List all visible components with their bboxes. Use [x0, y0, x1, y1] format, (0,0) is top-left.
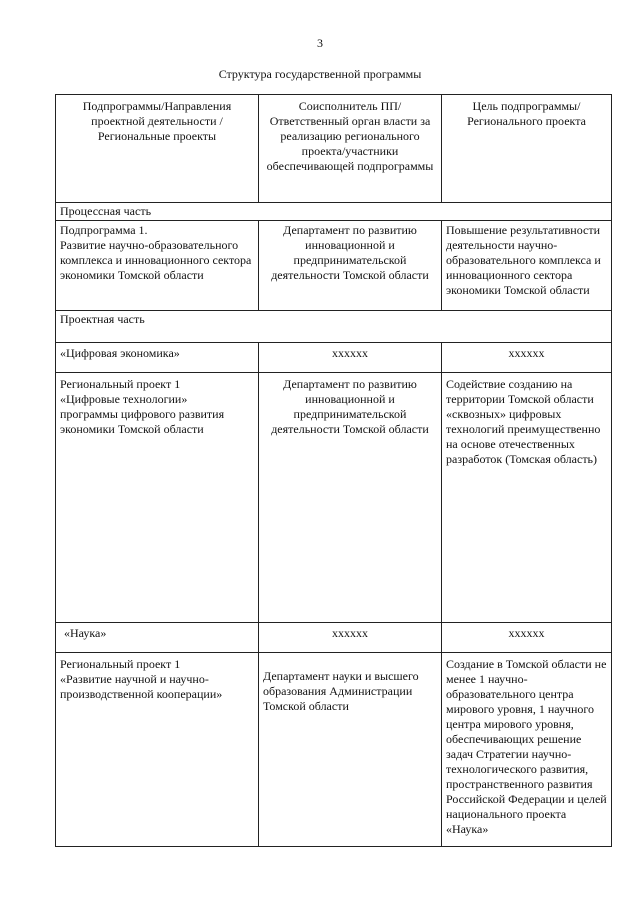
document-title: Структура государственной программы — [218, 67, 422, 81]
science-name: «Наука» — [56, 623, 259, 653]
table-header-row — [56, 95, 612, 203]
science-goal: xxxxxx — [442, 623, 612, 653]
header-executor: Соисполнитель ПП/Ответственный орган власти за реализацию регионального проекта/участники обеспечивающей подпрограммы — [259, 95, 442, 203]
digital-economy-goal: xxxxxx — [442, 343, 612, 373]
regional-project-digital-executor: Департамент по развитию инновационной и предпринимательской деятельности Томской области — [259, 373, 442, 623]
science-executor: xxxxxx — [259, 623, 442, 653]
process-section-row — [56, 203, 612, 221]
subprogram-1-name: Подпрограмма 1. Развитие научно-образовательного комплекса и инновационного сектора экономики Томской области — [56, 221, 259, 311]
regional-project-digital-name: Региональный проект 1 «Цифровые технологии» программы цифрового развития экономики Томской области — [56, 373, 259, 623]
process-section-label: Процессная часть — [56, 203, 612, 221]
subprogram-1-executor: Департамент по развитию инновационной и предпринимательской деятельности Томской области — [259, 221, 442, 311]
table-row — [56, 343, 612, 373]
project-section-row — [56, 311, 612, 343]
header-subprograms: Подпрограммы/Направления проектной деятельности /Региональные проекты — [56, 95, 259, 203]
header-goal: Цель подпрограммы/ Регионального проекта — [442, 95, 612, 203]
digital-economy-name: «Цифровая экономика» — [56, 343, 259, 373]
regional-project-science-name: Региональный проект 1 «Развитие научной и научно-производственной кооперации» — [56, 653, 259, 847]
digital-economy-executor: xxxxxx — [259, 343, 442, 373]
project-section-label: Проектная часть — [56, 311, 612, 343]
program-structure-table — [55, 94, 612, 847]
regional-project-science-goal: Создание в Томской области не менее 1 научно-образовательного центра мирового уровня, 1 научного центра мирового уровня, обеспечивающих решение задач Стратегии научно-технологического развития, пространственного развития Российской Федерации и целей национального проекта «Наука» — [442, 653, 612, 847]
table-row — [56, 653, 612, 847]
table-row — [56, 221, 612, 311]
regional-project-science-executor: Департамент науки и высшего образования Администрации Томской области — [259, 653, 442, 847]
page-number: 3 — [317, 36, 323, 50]
table-row — [56, 373, 612, 623]
regional-project-digital-goal: Содействие созданию на территории Томской области «сквозных» цифровых технологий преимущественно на основе отечественных разработок (Томская область) — [442, 373, 612, 623]
table-row — [56, 623, 612, 653]
subprogram-1-goal: Повышение результативности деятельности научно-образовательного комплекса и инновационного сектора экономики Томской области — [442, 221, 612, 311]
